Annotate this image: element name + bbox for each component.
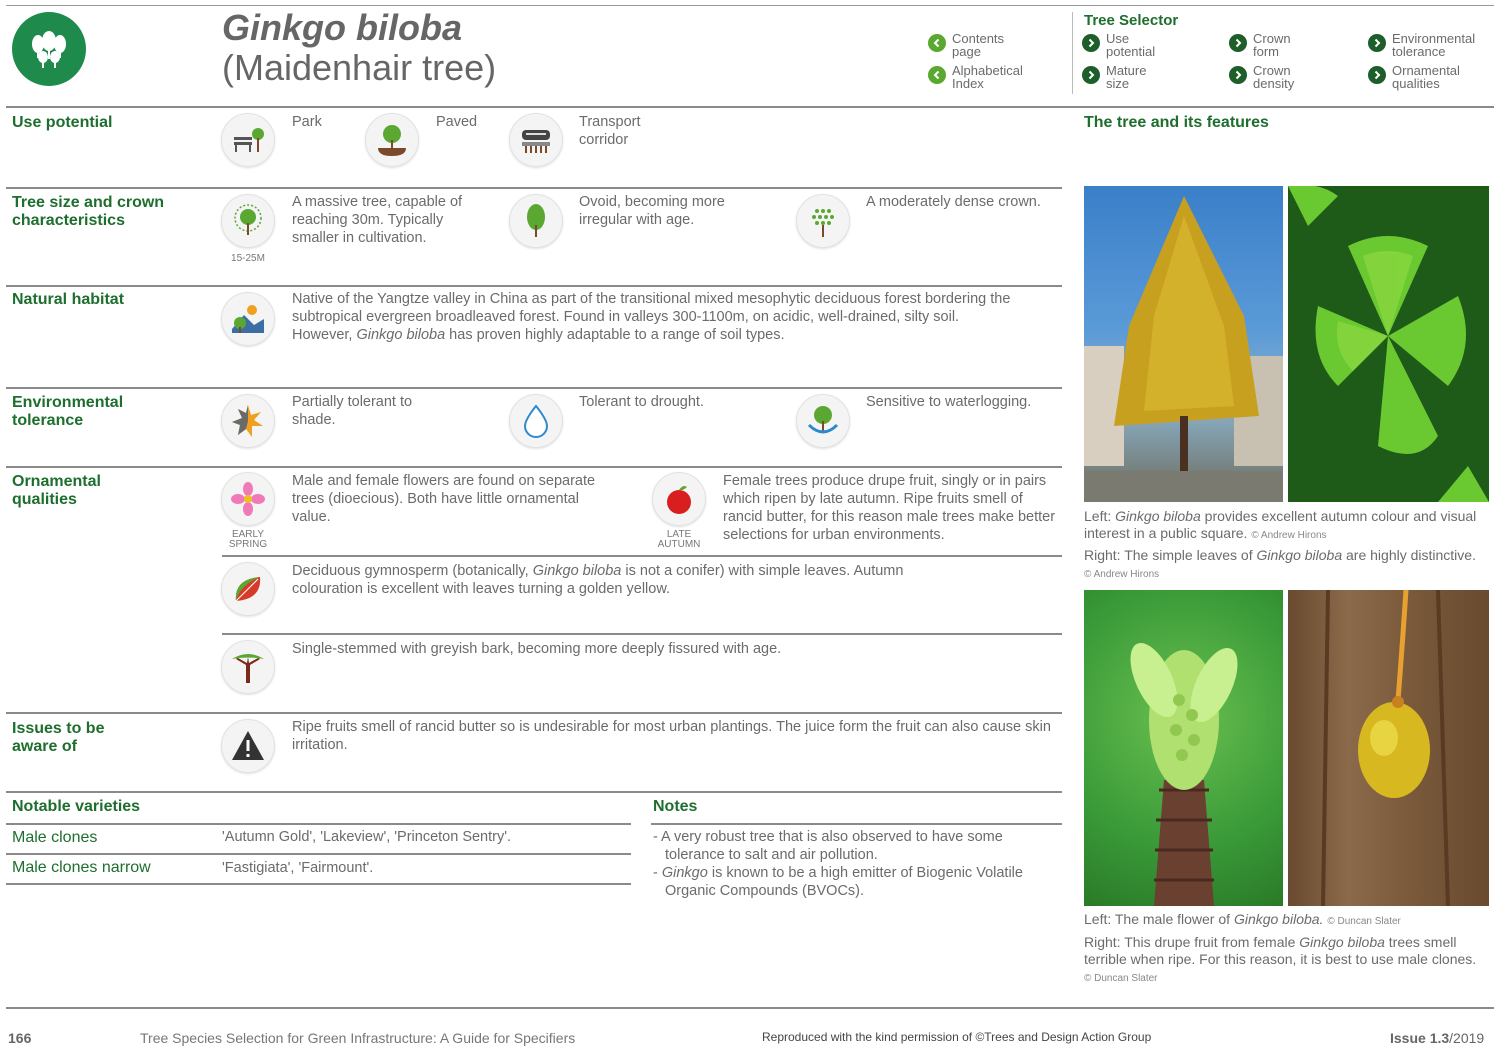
tree-size-icon <box>221 194 275 248</box>
caption-text: Left: <box>1084 508 1116 524</box>
transport-corridor-label: Transport corridor <box>579 114 641 148</box>
notes-heading: Notes <box>653 798 698 815</box>
ornamental-qualities-label: Ornamental qualities <box>1392 63 1460 91</box>
tree-size-text: A massive tree, capable of reaching 30m. Typically smaller in cultivation. <box>292 194 463 246</box>
ornamental-qualities-link[interactable] <box>1368 64 1472 90</box>
caption-text: are highly distinctive. <box>1342 547 1476 563</box>
alphabetical-index-label: Alphabetical Index <box>952 63 1023 91</box>
sub-rule <box>222 633 1062 635</box>
crown-density-icon <box>796 194 850 248</box>
page-title <box>222 8 496 88</box>
varieties-rule <box>6 823 631 825</box>
fruit-text: Female trees produce drupe fruit, singly or in pairs which ripen by late autumn. Ripe fruits smell of rancid butter, for this reason male trees make better selections for urban environments. <box>723 473 1056 543</box>
guide-title: Tree Species Selection for Green Infrastructure: A Guide for Specifiers <box>140 1030 576 1046</box>
photo-credit: © Duncan Slater <box>1327 916 1401 927</box>
tree-size-heading: Tree size and crown characteristics <box>12 194 165 229</box>
use-potential-link[interactable] <box>1082 32 1176 58</box>
tree-selector-title: Tree Selector <box>1084 12 1179 29</box>
bark-stem-icon <box>221 640 275 694</box>
top-rule <box>6 5 1494 6</box>
notable-varieties-heading: Notable varieties <box>12 798 141 815</box>
caption-drupe-fruit <box>1084 934 1484 987</box>
natural-habitat-heading: Natural habitat <box>12 291 125 308</box>
chevron-left-icon <box>928 66 946 84</box>
drought-tolerance-text: Tolerant to drought. <box>579 394 704 410</box>
leaf-text <box>292 562 952 598</box>
environmental-tolerance-link[interactable] <box>1368 32 1492 58</box>
variety-name[interactable]: Male clones <box>12 829 98 846</box>
fruit-season-label: LATE AUTUMN <box>657 529 701 550</box>
caption-text: Right: The simple leaves of <box>1084 547 1257 563</box>
title-latin: Ginkgo biloba <box>222 7 462 48</box>
paved-tree-icon <box>365 113 419 167</box>
mature-size-label: Mature size <box>1106 63 1147 91</box>
note-species-name: Ginkgo <box>661 865 708 881</box>
leaf-icon <box>221 562 275 616</box>
chevron-right-icon <box>1082 66 1100 84</box>
caption-text: provides excellent autumn colour and visual interest in a public square. <box>1084 508 1477 541</box>
footer-rule <box>6 1007 1494 1009</box>
chevron-right-icon <box>1082 34 1100 52</box>
mature-size-link[interactable] <box>1082 64 1166 90</box>
crown-density-label: Crown density <box>1253 63 1295 91</box>
caption-male-flower <box>1084 911 1484 930</box>
variety-value: 'Autumn Gold', 'Lakeview', 'Princeton Sentry'. <box>222 829 512 845</box>
caption-text: Right: This drupe fruit from female <box>1084 934 1300 950</box>
varieties-rule <box>6 853 631 855</box>
variety-value: 'Fastigiata', 'Fairmount'. <box>222 860 374 876</box>
crown-density-link[interactable] <box>1229 64 1313 90</box>
section-rule <box>6 285 1062 287</box>
page-number: 166 <box>8 1030 32 1046</box>
caption-species: Ginkgo biloba. <box>1233 911 1324 927</box>
chevron-right-icon <box>1368 66 1386 84</box>
title-common: (Maidenhair tree) <box>222 47 497 88</box>
park-bench-icon <box>221 113 275 167</box>
warning-icon <box>221 719 275 773</box>
issue-year: /2019 <box>1449 1030 1485 1046</box>
chevron-right-icon <box>1368 34 1386 52</box>
use-potential-heading: Use potential <box>12 114 113 131</box>
photo-credit: © Andrew Hirons <box>1084 569 1160 580</box>
waterlogging-text: Sensitive to waterlogging. <box>866 394 1032 410</box>
chevron-right-icon <box>1229 66 1247 84</box>
caption-species: Ginkgo biloba <box>1256 547 1343 563</box>
features-heading: The tree and its features <box>1084 114 1269 131</box>
habitat-species-name: Ginkgo biloba <box>356 327 446 343</box>
contents-page-label: Contents page <box>952 31 1005 59</box>
note-dash: - <box>653 865 662 881</box>
section-rule <box>6 387 1062 389</box>
caption-autumn-tree <box>1084 508 1484 544</box>
variety-name[interactable]: Male clones narrow <box>12 859 151 876</box>
bark-text: Single-stemmed with greyish bark, becoming more deeply fissured with age. <box>292 641 782 657</box>
flowers-text: Male and female flowers are found on separate trees (dioecious). Both have little ornamental value. <box>292 473 596 525</box>
note-item: - A very robust tree that is also observed to have some tolerance to salt and air pollution. <box>653 829 1003 863</box>
issues-text: Ripe fruits smell of rancid butter so is undesirable for most urban plantings. The juice form the fruit can also cause skin irritation. <box>292 719 1051 753</box>
shade-tolerance-text: Partially tolerant to shade. <box>292 394 413 428</box>
flower-season-label: EARLY SPRING <box>228 529 268 550</box>
note-text-part: is known to be a high emitter of Biogenic Volatile Organic Compounds (BVOCs). <box>665 865 1023 899</box>
section-rule <box>6 712 1062 714</box>
crown-form-label: Crown form <box>1253 31 1291 59</box>
waterlogging-icon <box>796 394 850 448</box>
tree-size-label: 15-25M <box>231 253 265 264</box>
varieties-rule <box>6 883 631 885</box>
section-rule <box>6 187 1062 189</box>
photo-drupe-fruit <box>1288 590 1489 906</box>
alphabetical-index-link[interactable] <box>928 64 1042 90</box>
paved-label: Paved <box>436 114 478 130</box>
nav-divider <box>1072 12 1073 94</box>
habitat-text-part: Native of the Yangtze valley in China as part of the transitional mixed mesophytic deciduous forest bordering the subtropical evergreen broadleaved forest. Found in valleys 300-1100m, on acidic, well-drained, silty soil. However, <box>292 291 1011 343</box>
habitat-landscape-icon <box>221 292 275 346</box>
habitat-text-part: has proven highly adaptable to a range of soil types. <box>445 327 785 343</box>
water-drop-icon <box>509 394 563 448</box>
caption-text: Left: The male flower of <box>1084 911 1234 927</box>
crown-form-text: Ovoid, becoming more irregular with age. <box>579 194 725 228</box>
notes-rule <box>651 823 1062 825</box>
ornamental-qualities-heading: Ornamental qualities <box>12 473 101 508</box>
chevron-left-icon <box>928 34 946 52</box>
issue-number: Issue 1.3 <box>1390 1030 1450 1046</box>
note-item <box>653 864 1023 900</box>
flower-icon <box>221 472 275 526</box>
environmental-tolerance-heading: Environmental tolerance <box>12 394 124 429</box>
caption-species: Ginkgo biloba <box>1299 934 1385 950</box>
crown-form-icon <box>509 194 563 248</box>
leaf-text-part: Deciduous gymnosperm (botanically, <box>292 563 533 579</box>
issue-label <box>1390 1030 1484 1046</box>
caption-species: Ginkgo biloba <box>1115 508 1201 524</box>
header-rule <box>6 106 1494 108</box>
caption-leaves <box>1084 547 1484 583</box>
natural-habitat-text <box>292 290 1012 344</box>
contents-page-link[interactable] <box>928 32 1022 58</box>
photo-autumn-tree <box>1084 186 1283 502</box>
crown-form-link[interactable] <box>1229 32 1308 58</box>
use-potential-label: Use potential <box>1106 31 1156 59</box>
transport-corridor-icon <box>509 113 563 167</box>
park-label: Park <box>292 114 322 130</box>
issues-heading: Issues to be aware of <box>12 720 105 755</box>
crown-density-text: A moderately dense crown. <box>866 194 1041 210</box>
sub-rule <box>222 555 1062 557</box>
environmental-tolerance-label: Environmental tolerance <box>1392 31 1476 59</box>
photo-ginkgo-leaves <box>1288 186 1489 502</box>
photo-credit: © Andrew Hirons <box>1251 530 1327 541</box>
tree-cluster-icon <box>12 12 86 86</box>
photo-credit: © Duncan Slater <box>1084 973 1158 984</box>
permission-note: Reproduced with the kind permission of ©Trees and Design Action Group <box>762 1030 1152 1044</box>
section-rule <box>6 791 1062 793</box>
chevron-right-icon <box>1229 34 1247 52</box>
shade-tolerance-icon <box>221 394 275 448</box>
caption-text: trees smell terrible when ripe. For this reason, it is best to use male clones. <box>1084 934 1477 967</box>
leaf-species-name: Ginkgo biloba <box>532 563 622 579</box>
fruit-icon <box>652 472 706 526</box>
leaf-text-part: is not a conifer) with simple leaves. Autumn colouration is excellent with leaves turning a golden yellow. <box>292 563 904 597</box>
photo-male-flower <box>1084 590 1283 906</box>
section-rule <box>6 466 1062 468</box>
